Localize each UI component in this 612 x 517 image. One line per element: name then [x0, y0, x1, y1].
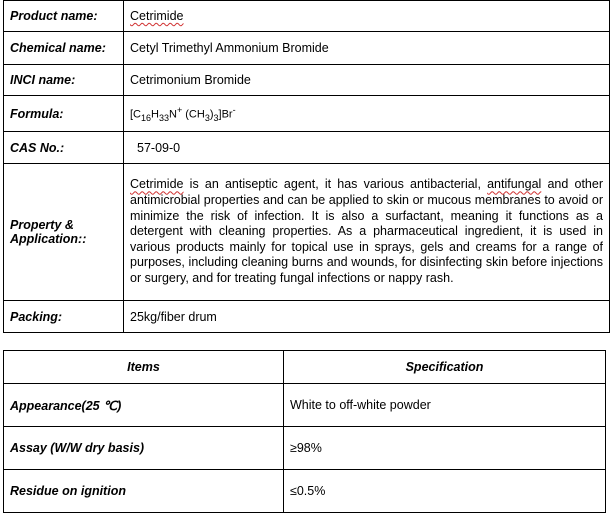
table-header-row [4, 351, 606, 384]
appearance-label: Appearance(25 ℃) [4, 384, 284, 427]
table-row [4, 96, 610, 132]
assay-value: ≥98% [284, 427, 606, 470]
appearance-value: White to off-white powder [284, 384, 606, 427]
inci-name-label: INCI name: [4, 65, 124, 96]
product-name-value: Cetrimide [124, 1, 610, 32]
property-application-value: Cetrimide is an antiseptic agent, it has various antibacterial, antifungal and other antimicrobial properties and can be applied to skin or mucous membranes to avoid or minimize the risk of infection. It is also a surfactant, meaning it functions as a detergent with cleaning properties. As a pharmaceutical ingredient, it is used in various products mainly for topical use in sprays, gels and creams for a range of purposes, including cleaning burns and wounds, for disinfecting skin before injections or surgery, and for treating fungal infections or nappy rash. [124, 164, 610, 301]
table-row [4, 65, 610, 96]
inci-name-value: Cetrimonium Bromide [124, 65, 610, 96]
table-row [4, 384, 606, 427]
table-row [4, 32, 610, 65]
table-row [4, 132, 610, 164]
table-row [4, 301, 610, 333]
table-row [4, 470, 606, 513]
table-row [4, 427, 606, 470]
table-row [4, 164, 610, 301]
formula-label: Formula: [4, 96, 124, 132]
table-row [4, 1, 610, 32]
chemical-name-label: Chemical name: [4, 32, 124, 65]
residue-label: Residue on ignition [4, 470, 284, 513]
cas-number-value: 57-09-0 [124, 132, 610, 164]
formula-value: [$C_{16}H_{33}N^+$ $(CH_3)_3]Br^-$ [124, 96, 610, 132]
items-header: Items [4, 351, 284, 384]
assay-label: Assay (W/W dry basis) [4, 427, 284, 470]
property-application-label: Property & Application:: [4, 164, 124, 301]
product-info-table [3, 0, 610, 333]
packing-label: Packing: [4, 301, 124, 333]
chemical-name-value: Cetyl Trimethyl Ammonium Bromide [124, 32, 610, 65]
specification-table [3, 350, 606, 513]
residue-value: ≤0.5% [284, 470, 606, 513]
specification-header: Specification [284, 351, 606, 384]
packing-value: 25kg/fiber drum [124, 301, 610, 333]
product-name-label: Product name: [4, 1, 124, 32]
cas-number-label: CAS No.: [4, 132, 124, 164]
